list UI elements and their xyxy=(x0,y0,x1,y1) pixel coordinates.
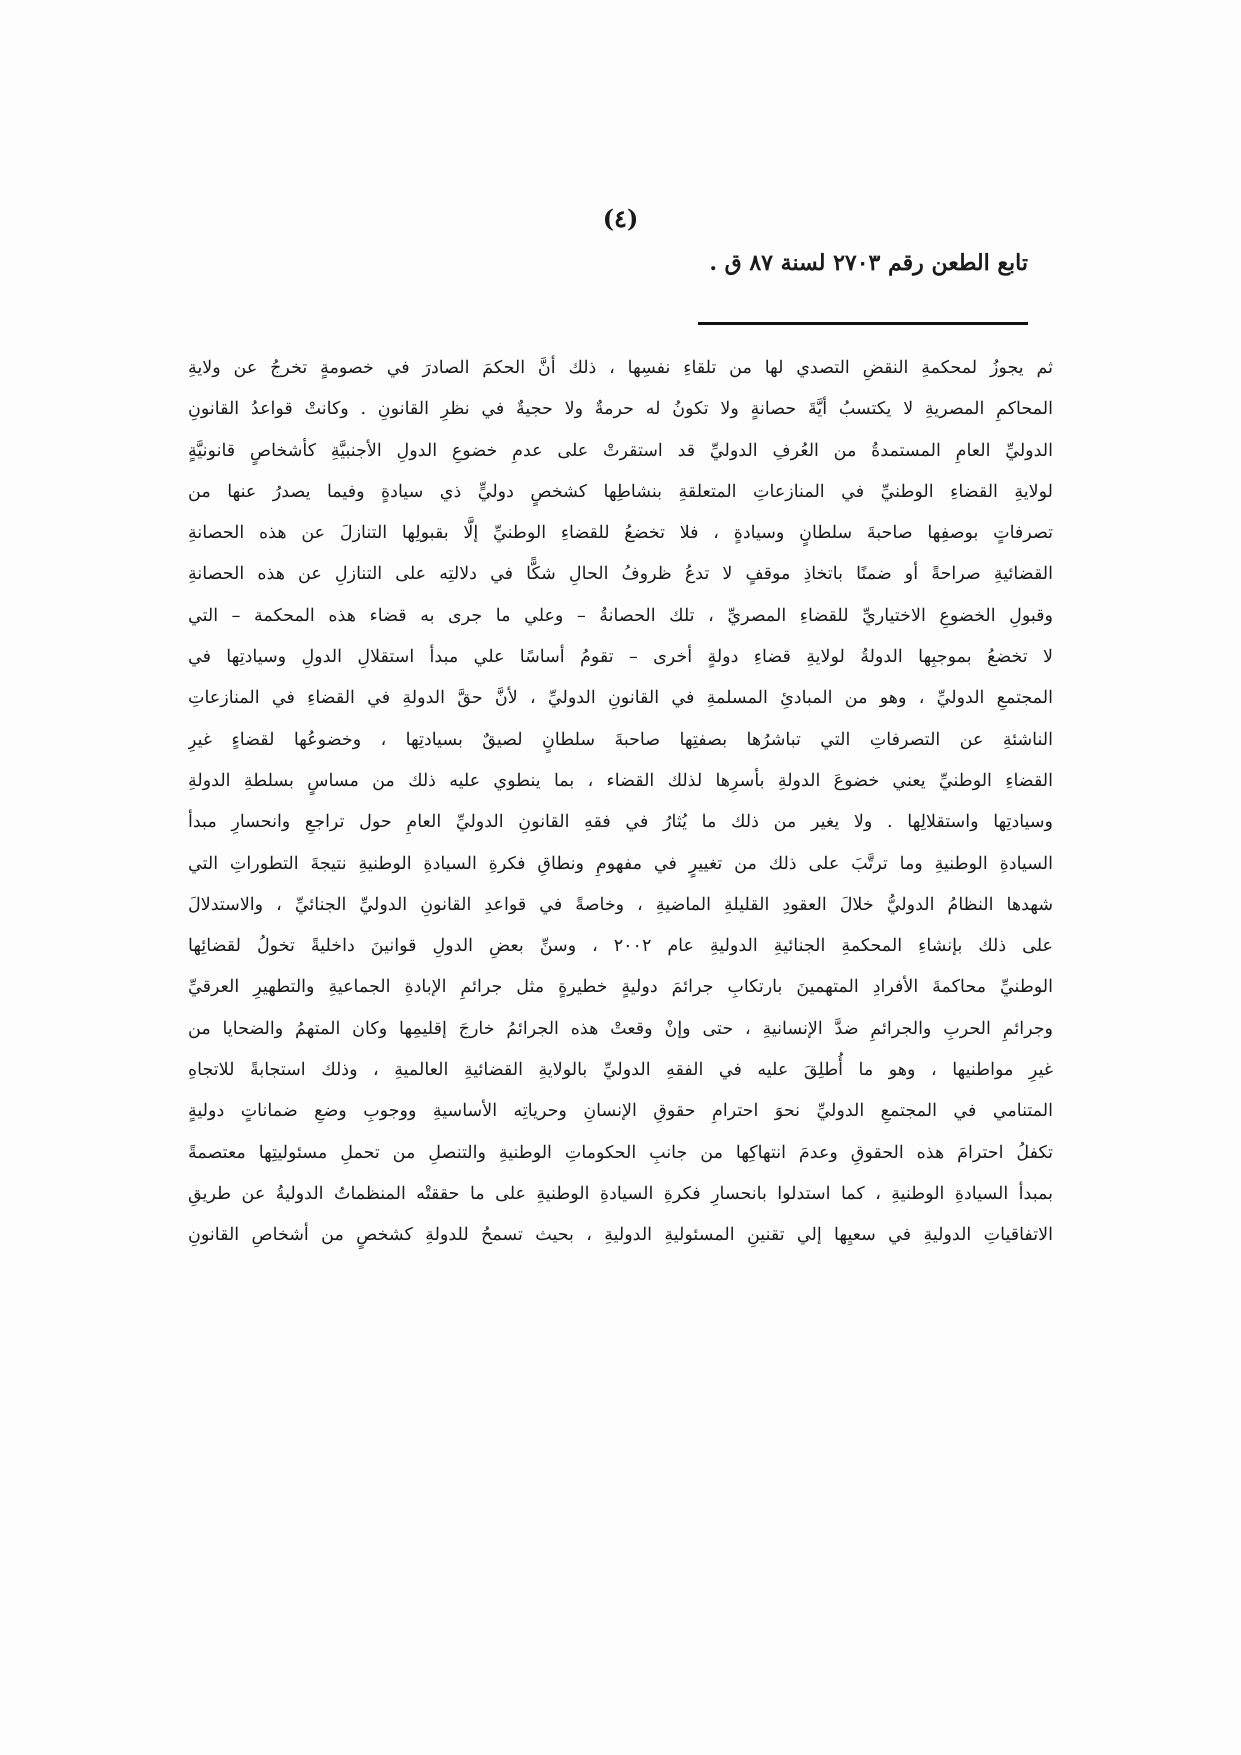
body-line: السيادةِ الوطنيةِ وما ترتَّبَ على ذلك من تغييرٍ في مفهومِ ونطاقِ فكرةِ السيادةِ الوطنيةِ نتيجةَ التطوراتِ التي xyxy=(188,853,1053,874)
body-line: الدوليِّ العامِ المستمدةُ من العُرفِ الدوليِّ قد استقرتْ على عدمِ خضوعِ الدولِ الأجنبيَّةِ كأشخاصٍ قانونيَّةٍ xyxy=(188,440,1053,461)
body-line: على ذلك بإنشاءِ المحكمةِ الجنائيةِ الدوليةِ عام ٢٠٠٢ ، وسنِّ بعضِ الدولِ قوانينَ داخليةً تخولُ لقضائِها xyxy=(188,936,1053,957)
body-line: لولايةِ القضاءِ الوطنيِّ في المنازعاتِ المتعلقةِ بنشاطِها كشخصٍ دوليٍّ ذي سيادةٍ وفيما يصدرُ عنها من xyxy=(188,481,1053,502)
body-line: الناشئةِ عن التصرفاتِ التي تباشرُها بصفتِها صاحبةَ سلطانٍ لصيقٌ بسيادتِها ، وخضوعُها لقضاءٍ غيرِ xyxy=(188,729,1053,750)
body-line: شهدها النظامُ الدوليُّ خلالَ العقودِ القليلةِ الماضيةِ ، وخاصةً في قواعدِ القانونِ الدوليِّ الجنائيِّ ، والاستدلالَ xyxy=(188,894,1053,915)
body-line: وسيادتِها واستقلالِها . ولا يغير من ذلك ما يُثارُ في فقهِ القانونِ الدوليِّ العامِ حول تراجعِ وانحسارِ مبدأ xyxy=(188,812,1053,833)
body-line: تصرفاتٍ بوصفِها صاحبةَ سلطانٍ وسيادةٍ ، فلا تخضعُ للقضاءِ الوطنيِّ إلَّا بقبولِها التنازلَ عن هذه الحصانةِ xyxy=(188,523,1053,544)
body-line: الاتفاقياتِ الدوليةِ في سعيِها إلي تقنينِ المسئوليةِ الدوليةِ ، بحيث تسمحُ للدولةِ كشخصٍ من أشخاصِ القانونِ xyxy=(188,1225,1053,1246)
header-underline xyxy=(698,322,1028,325)
body-line: القضائيةِ صراحةً أو ضمنًا باتخاذِ موقفٍ لا تدعُ ظروفُ الحالِ شكًّا في دلالتِه على التنازلِ عن هذه الحصانةِ xyxy=(188,564,1053,585)
body-line: المتنامي في المجتمعِ الدوليِّ نحوَ احترامِ حقوقِ الإنسانِ وحرياتِه الأساسيةِ ووجوبِ وضعِ ضماناتٍ دوليةٍ xyxy=(188,1101,1053,1122)
body-line: بمبدأ السيادةِ الوطنيةِ ، كما استدلوا بانحسارِ فكرةِ السيادةِ الوطنيةِ على ما حققتْه المنظماتُ الدوليةُ عن طريقِ xyxy=(188,1183,1053,1204)
page-number: (٤) xyxy=(602,204,639,233)
body-line: غيرِ مواطنيها ، وهو ما أُطلِقَ عليه في الفقهِ الدوليِّ بالولايةِ القضائيةِ العالميةِ ، وذلك استجابةً للاتجاهِ xyxy=(188,1060,1053,1081)
body-line: القضاءِ الوطنيِّ يعني خضوعَ الدولةِ بأسرِها لذلك القضاء ، بما ينطوي عليه ذلك من مساسٍ بسلطةِ الدولةِ xyxy=(188,770,1053,791)
body-line: لا تخضعُ بموجبِها الدولةُ لولايةِ قضاءِ دولةٍ أخرى – تقومُ أساسًا علي مبدأ استقلالِ الدولِ وسيادتِها في xyxy=(188,647,1053,668)
body-line: وجرائمِ الحربِ والجرائمِ ضدَّ الإنسانيةِ ، حتى وإنْ وقعتْ هذه الجرائمُ خارجَ إقليمِها وكان المتهمُ والضحايا من xyxy=(188,1018,1053,1039)
case-reference-heading: تابع الطعن رقم ٢٧٠٣ لسنة ٨٧ ق . xyxy=(709,250,1028,276)
body-line: الوطنيِّ محاكمةَ الأفرادِ المتهمينَ بارتكابِ جرائمَ دوليةٍ خطيرةٍ مثل جرائمِ الإبادةِ الجماعيةِ والتطهيرِ العرقيِّ xyxy=(188,977,1053,998)
body-line: ثم يجوزُ لمحكمةِ النقضِ التصدي لها من تلقاءِ نفسِها ، ذلك أنَّ الحكمَ الصادرَ في خصومةٍ تخرجُ عن ولايةِ xyxy=(188,358,1053,378)
body-line: تكفلُ احترامَ هذه الحقوقِ وعدمَ انتهاكِها من جانبِ الحكوماتِ الوطنيةِ والتنصلِ من تحملِ مسئوليتِها معتصمةً xyxy=(188,1142,1053,1163)
body-paragraph xyxy=(188,348,1053,1257)
body-line: وقبولِ الخضوعِ الاختياريِّ للقضاءِ المصريِّ ، تلك الحصانةُ – وعلي ما جرى به قضاء هذه المحكمة – التي xyxy=(188,605,1053,626)
body-line: المجتمعِ الدوليِّ ، وهو من المبادئِ المسلمةِ في القانونِ الدوليِّ ، لأنَّ حقَّ الدولةِ في القضاءِ في المنازعاتِ xyxy=(188,688,1053,709)
body-line: المحاكمِ المصريةِ لا يكتسبُ أيَّةَ حصانةٍ ولا تكونُ له حرمةٌ ولا حجيةٌ في نظرِ القانونِ . وكانتْ قواعدُ القانونِ xyxy=(188,399,1053,420)
